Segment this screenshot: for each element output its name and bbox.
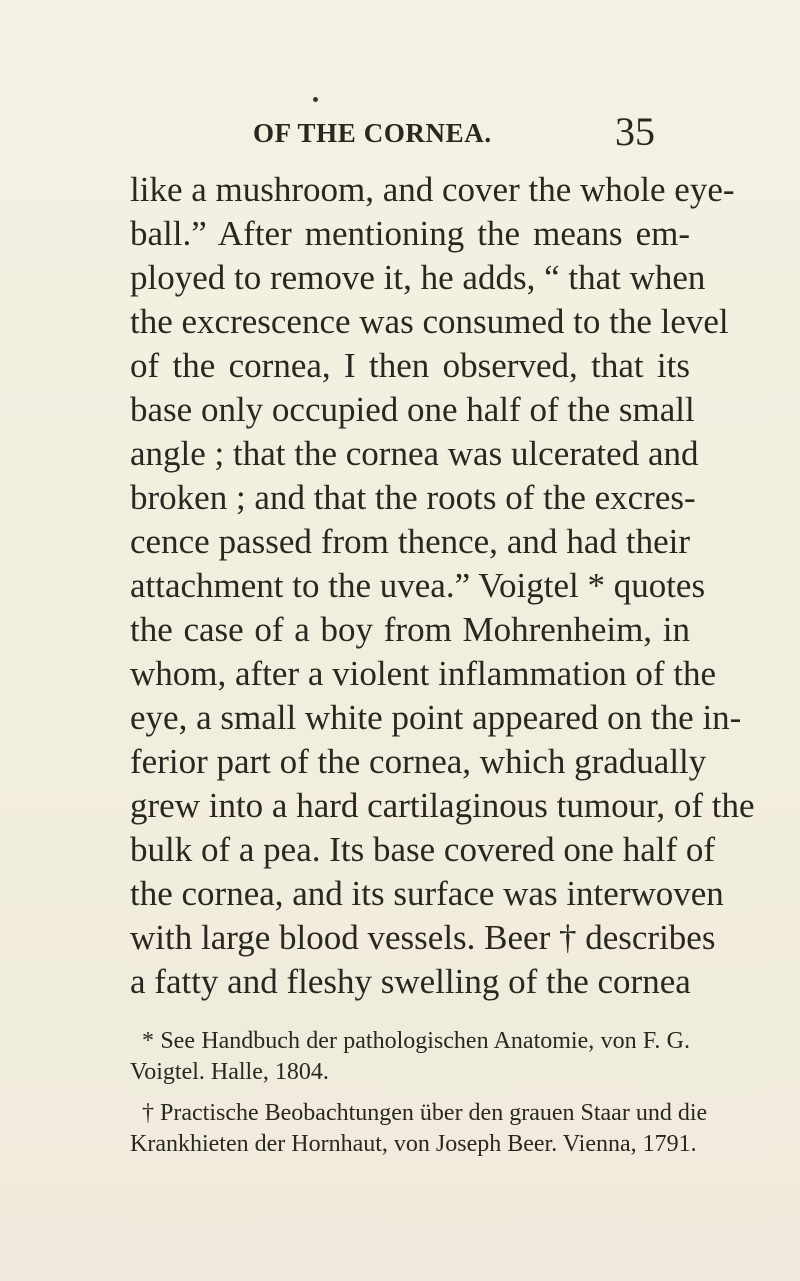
body-line: ball.” After mentioning the means em- [130, 214, 690, 253]
body-line: cence passed from thence, and had their [130, 522, 690, 561]
body-line: base only occupied one half of the small [130, 390, 695, 429]
body-line: grew into a hard cartilaginous tumour, of the [130, 786, 755, 825]
body-line: angle ; that the cornea was ulcerated and [130, 434, 699, 473]
body-line: eye, a small white point appeared on the in- [130, 698, 742, 737]
body-line: ferior part of the cornea, which gradually [130, 742, 707, 781]
footnote-line: Voigtel. Halle, 1804. [130, 1059, 329, 1085]
page-number: 35 [615, 109, 655, 154]
body-line: the cornea, and its surface was interwoven [130, 874, 724, 913]
body-line: with large blood vessels. Beer † describes [130, 918, 716, 957]
body-line: whom, after a violent inflammation of the [130, 654, 717, 693]
ink-speck [313, 97, 318, 102]
footnote-line: † Practische Beobachtungen über den grauen Staar und die [142, 1100, 708, 1126]
running-head: OF THE CORNEA. [253, 118, 492, 148]
body-line: broken ; and that the roots of the excres- [130, 478, 696, 517]
page-header [253, 109, 683, 158]
footnote-line: Krankhieten der Hornhaut, von Joseph Beer. Vienna, 1791. [130, 1131, 697, 1157]
footnote-line: * See Handbuch der pathologischen Anatomie, von F. G. [142, 1028, 690, 1054]
body-line: attachment to the uvea.” Voigtel * quotes [130, 566, 706, 605]
body-line: a fatty and fleshy swelling of the cornea [130, 962, 691, 1001]
body-line: bulk of a pea. Its base covered one half of [130, 830, 716, 869]
body-line: like a mushroom, and cover the whole eye- [130, 170, 735, 209]
body-line: ployed to remove it, he adds, “ that when [130, 258, 706, 297]
body-line: the excrescence was consumed to the level [130, 302, 729, 341]
body-line: of the cornea, I then observed, that its [130, 346, 690, 385]
body-line: the case of a boy from Mohrenheim, in [130, 610, 690, 649]
